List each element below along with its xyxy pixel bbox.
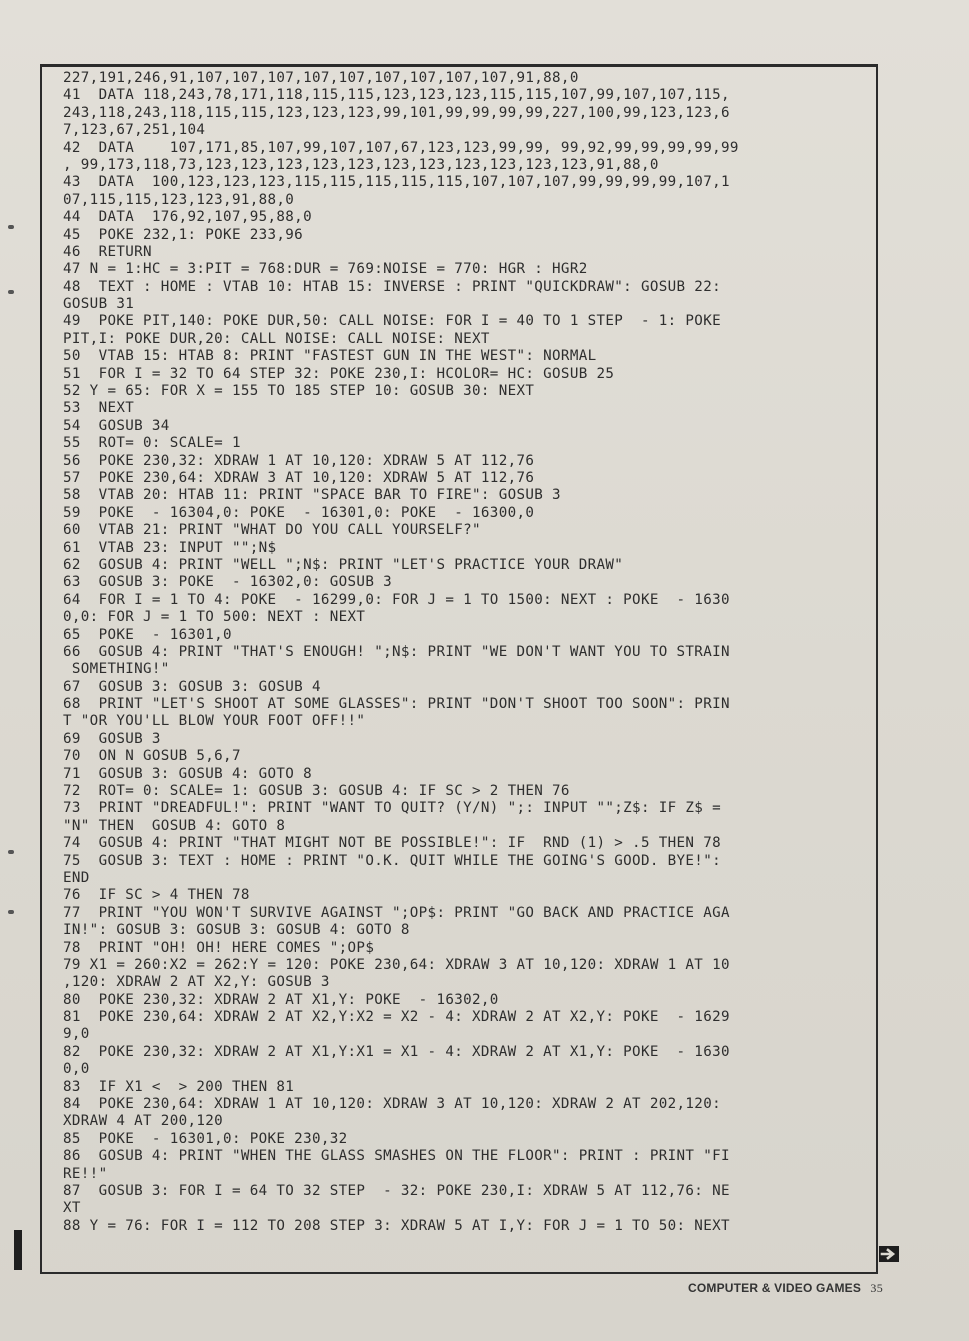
arrow-right-icon — [878, 1245, 900, 1263]
code-line: 60 VTAB 21: PRINT "WHAT DO YOU CALL YOURSELF?" — [63, 522, 481, 539]
code-line: 41 DATA 118,243,78,171,118,115,115,123,123,123,115,115,107,99,107,107,115, — [63, 87, 730, 104]
code-line: 48 TEXT : HOME : VTAB 10: HTAB 15: INVERSE : PRINT "QUICKDRAW": GOSUB 22: — [63, 278, 721, 295]
code-line: 55 ROT= 0: SCALE= 1 — [63, 435, 241, 452]
code-line: IN!": GOSUB 3: GOSUB 3: GOSUB 4: GOTO 8 — [63, 922, 410, 939]
code-line: 79 X1 = 260:X2 = 262:Y = 120: POKE 230,64: XDRAW 3 AT 10,120: XDRAW 1 AT 10 — [63, 956, 730, 973]
binding-mark — [14, 1230, 22, 1270]
code-line: 67 GOSUB 3: GOSUB 3: GOSUB 4 — [63, 678, 321, 695]
code-line: 63 GOSUB 3: POKE - 16302,0: GOSUB 3 — [63, 574, 392, 591]
code-line: 51 FOR I = 32 TO 64 STEP 32: POKE 230,I: HCOLOR= HC: GOSUB 25 — [63, 365, 615, 382]
code-line: 227,191,246,91,107,107,107,107,107,107,107,107,107,91,88,0 — [63, 70, 579, 86]
page-footer — [688, 1281, 883, 1296]
code-line: 53 NEXT — [63, 400, 135, 417]
code-line: ,120: XDRAW 2 AT X2,Y: GOSUB 3 — [63, 974, 330, 991]
page-number: 35 — [870, 1281, 883, 1295]
code-line: SOMETHING!" — [63, 661, 170, 678]
code-line: 75 GOSUB 3: TEXT : HOME : PRINT "O.K. QUIT WHILE THE GOING'S GOOD. BYE!": — [63, 852, 721, 869]
code-line: 83 IF X1 < > 200 THEN 81 — [63, 1078, 295, 1095]
code-line: 85 POKE - 16301,0: POKE 230,32 — [63, 1130, 348, 1147]
code-line: "N" THEN GOSUB 4: GOTO 8 — [63, 817, 286, 834]
code-line: 77 PRINT "YOU WON'T SURVIVE AGAINST ";OP$: PRINT "GO BACK AND PRACTICE AGA — [63, 904, 730, 921]
code-line: PIT,I: POKE DUR,20: CALL NOISE: CALL NOISE: NEXT — [63, 330, 490, 347]
code-line: 72 ROT= 0: SCALE= 1: GOSUB 3: GOSUB 4: IF SC > 2 THEN 76 — [63, 783, 570, 800]
punch-dot — [8, 290, 14, 294]
code-line: 49 POKE PIT,140: POKE DUR,50: CALL NOISE: FOR I = 40 TO 1 STEP - 1: POKE — [63, 313, 721, 330]
code-line: 88 Y = 76: FOR I = 112 TO 208 STEP 3: XDRAW 5 AT I,Y: FOR J = 1 TO 50: NEXT — [63, 1217, 730, 1234]
punch-dot — [8, 910, 14, 914]
code-line: XDRAW 4 AT 200,120 — [63, 1113, 224, 1130]
code-line: 71 GOSUB 3: GOSUB 4: GOTO 8 — [63, 765, 312, 782]
code-line: 07,115,115,123,123,91,88,0 — [63, 191, 295, 208]
code-line: 86 GOSUB 4: PRINT "WHEN THE GLASS SMASHES ON THE FLOOR": PRINT : PRINT "FI — [63, 1148, 730, 1165]
code-line: 47 N = 1:HC = 3:PIT = 768:DUR = 769:NOISE = 770: HGR : HGR2 — [63, 261, 588, 278]
code-line: END — [63, 869, 90, 886]
code-line: , 99,173,118,73,123,123,123,123,123,123,123,123,123,123,123,91,88,0 — [63, 156, 659, 173]
code-line: 66 GOSUB 4: PRINT "THAT'S ENOUGH! ";N$: PRINT "WE DON'T WANT YOU TO STRAIN — [63, 643, 730, 660]
code-line: T "OR YOU'LL BLOW YOUR FOOT OFF!!" — [63, 713, 366, 730]
code-line: 80 POKE 230,32: XDRAW 2 AT X1,Y: POKE - 16302,0 — [63, 991, 499, 1008]
code-line: 70 ON N GOSUB 5,6,7 — [63, 748, 241, 765]
code-line: GOSUB 31 — [63, 296, 135, 313]
code-line: 58 VTAB 20: HTAB 11: PRINT "SPACE BAR TO FIRE": GOSUB 3 — [63, 487, 561, 504]
code-line: 50 VTAB 15: HTAB 8: PRINT "FASTEST GUN IN THE WEST": NORMAL — [63, 348, 597, 365]
code-line: 45 POKE 232,1: POKE 233,96 — [63, 226, 304, 243]
code-line: 68 PRINT "LET'S SHOOT AT SOME GLASSES": PRINT "DON'T SHOOT TOO SOON": PRIN — [63, 696, 730, 713]
code-line: 0,0 — [63, 1061, 90, 1078]
code-line: RE!!" — [63, 1165, 108, 1182]
code-line: 56 POKE 230,32: XDRAW 1 AT 10,120: XDRAW 5 AT 112,76 — [63, 452, 535, 469]
code-line: 59 POKE - 16304,0: POKE - 16301,0: POKE - 16300,0 — [63, 504, 535, 521]
code-line: 74 GOSUB 4: PRINT "THAT MIGHT NOT BE POSSIBLE!": IF RND (1) > .5 THEN 78 — [63, 835, 721, 852]
code-line: 42 DATA 107,171,85,107,99,107,107,67,123,123,99,99, 99,92,99,99,99,99,99 — [63, 139, 739, 156]
punch-dot — [8, 225, 14, 229]
code-line: 65 POKE - 16301,0 — [63, 626, 232, 643]
magazine-title: COMPUTER & VIDEO GAMES — [687, 1281, 862, 1295]
code-line: 82 POKE 230,32: XDRAW 2 AT X1,Y:X1 = X1 - 4: XDRAW 2 AT X1,Y: POKE - 1630 — [63, 1043, 730, 1060]
punch-dot — [8, 850, 14, 854]
code-line: 73 PRINT "DREADFUL!": PRINT "WANT TO QUIT? (Y/N) ";: INPUT "";Z$: IF Z$ = — [63, 800, 721, 817]
code-line: 69 GOSUB 3 — [63, 730, 161, 747]
code-line: 76 IF SC > 4 THEN 78 — [63, 887, 250, 904]
code-line: 9,0 — [63, 1026, 90, 1043]
code-line: 52 Y = 65: FOR X = 155 TO 185 STEP 10: GOSUB 30: NEXT — [63, 383, 535, 400]
code-line: 43 DATA 100,123,123,123,115,115,115,115,115,107,107,107,99,99,99,99,107,1 — [63, 174, 730, 191]
code-line: 78 PRINT "OH! OH! HERE COMES ";OP$ — [63, 939, 375, 956]
code-line: 7,123,67,251,104 — [63, 122, 206, 139]
code-line: 44 DATA 176,92,107,95,88,0 — [63, 209, 312, 226]
code-line: 0,0: FOR J = 1 TO 500: NEXT : NEXT — [63, 609, 366, 626]
code-line: XT — [63, 1200, 81, 1217]
code-line: 62 GOSUB 4: PRINT "WELL ";N$: PRINT "LET'S PRACTICE YOUR DRAW" — [63, 556, 624, 573]
code-line: 61 VTAB 23: INPUT "";N$ — [63, 539, 277, 556]
code-line: 57 POKE 230,64: XDRAW 3 AT 10,120: XDRAW 5 AT 112,76 — [63, 469, 535, 486]
code-line: 54 GOSUB 34 — [63, 417, 170, 434]
code-line: 243,118,243,118,115,115,123,123,123,99,101,99,99,99,99,227,100,99,123,123,6 — [63, 104, 730, 121]
code-line: 64 FOR I = 1 TO 4: POKE - 16299,0: FOR J = 1 TO 1500: NEXT : POKE - 1630 — [63, 591, 730, 608]
code-line: 84 POKE 230,64: XDRAW 1 AT 10,120: XDRAW 3 AT 10,120: XDRAW 2 AT 202,120: — [63, 1096, 721, 1113]
basic-program-listing — [63, 70, 873, 1270]
code-line: 46 RETURN — [63, 243, 152, 260]
code-line: 87 GOSUB 3: FOR I = 64 TO 32 STEP - 32: POKE 230,I: XDRAW 5 AT 112,76: NE — [63, 1183, 730, 1199]
code-line: 81 POKE 230,64: XDRAW 2 AT X2,Y:X2 = X2 - 4: XDRAW 2 AT X2,Y: POKE - 1629 — [63, 1009, 730, 1026]
